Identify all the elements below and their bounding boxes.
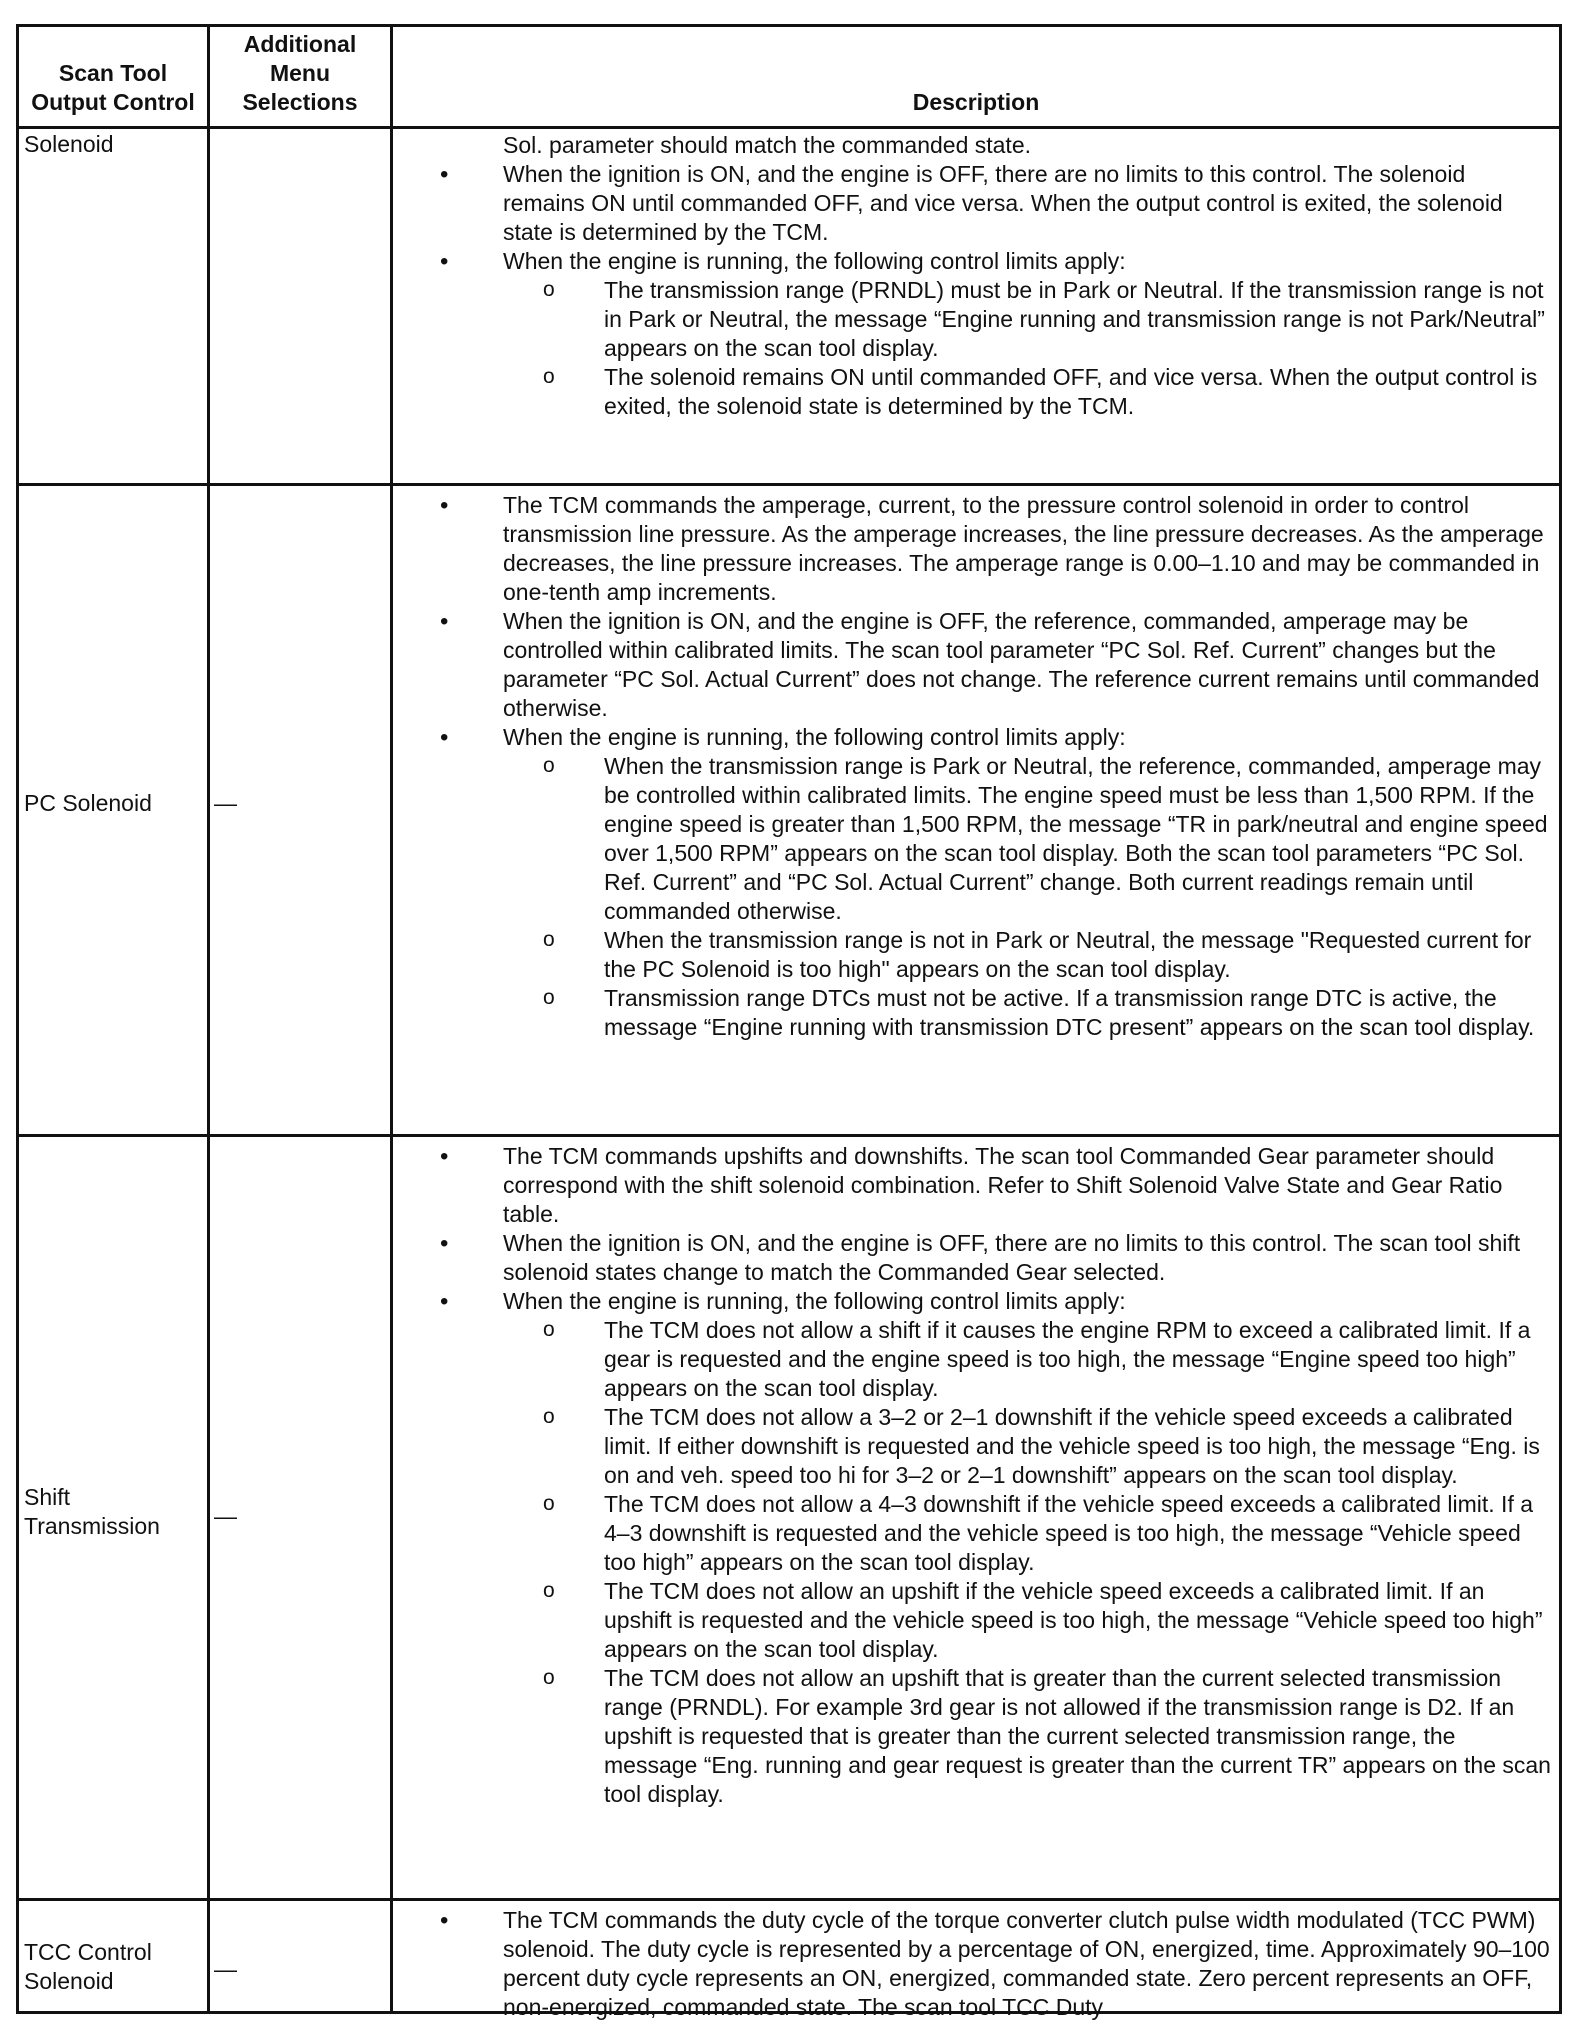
- header-divider: [19, 126, 1559, 129]
- row-pc-solenoid-description: [401, 491, 1553, 1042]
- header-description: Description: [912, 89, 1040, 115]
- row-shift-transmission-menu: —: [214, 1503, 237, 1529]
- bullet-item: • The TCM commands the amperage, current, to the pressure control solenoid in order to control transmission line pressure. As the amperage increases, the line pressure decreases. As the amperage decreases, the line pressure increases. The amperage range is 0.00–1.10 and may be commanded in one-tenth amp increments.: [401, 491, 1553, 607]
- row-divider-3: [19, 1898, 1559, 1901]
- sub-bullet-item: o The TCM does not allow a shift if it causes the engine RPM to exceed a calibrated limit. If a gear is requested and the engine speed is too high, the message “Engine speed too high” appears on the scan tool display.: [401, 1316, 1553, 1403]
- sub-bullet-item: o When the transmission range is Park or Neutral, the reference, commanded, amperage may be controlled within calibrated limits. The engine speed must be less than 1,500 RPM. If the engine speed is greater than 1,500 RPM, the message “TR in park/neutral and engine speed over 1,500 RPM” appears on the scan tool display. Both the scan tool parameters “PC Sol. Ref. Current” and “PC Sol. Actual Current” change. Both current readings remain until commanded otherwise.: [401, 752, 1553, 926]
- sub-bullet-item: o The solenoid remains ON until commanded OFF, and vice versa. When the output control is exited, the solenoid state is determined by the TCM.: [401, 363, 1553, 421]
- bullet-item: • When the ignition is ON, and the engine is OFF, there are no limits to this control. The solenoid remains ON until commanded OFF, and vice versa. When the output control is exited, the solenoid state is determined by the TCM.: [401, 160, 1553, 247]
- sub-bullet-item: o The TCM does not allow a 4–3 downshift if the vehicle speed exceeds a calibrated limit. If a 4–3 downshift is requested and the vehicle speed is too high, the message “Vehicle speed too high” appears on the scan tool display.: [401, 1490, 1553, 1577]
- bullet-item: • When the ignition is ON, and the engine is OFF, there are no limits to this control. The scan tool shift solenoid states change to match the Commanded Gear selected.: [401, 1229, 1553, 1287]
- header-additional-menu-selections: Additional Menu Selections: [242, 31, 358, 115]
- row-pc-solenoid-control: PC Solenoid: [24, 790, 152, 816]
- bullet-item: • When the engine is running, the following control limits apply:: [401, 1287, 1553, 1316]
- row-shift-transmission-description: [401, 1142, 1553, 1809]
- scan-tool-output-control-table: [16, 24, 1562, 2020]
- description-line: Sol. parameter should match the commanded state.: [503, 132, 1032, 158]
- sub-bullet-item: o Transmission range DTCs must not be active. If a transmission range DTC is active, the message “Engine running with transmission DTC present” appears on the scan tool display.: [401, 984, 1553, 1042]
- header-scan-tool-output-control: Scan Tool Output Control: [31, 60, 195, 115]
- row-tcc-control-solenoid-menu: —: [214, 1956, 237, 1982]
- row-solenoid-description: [401, 131, 1553, 421]
- row-divider-1: [19, 483, 1559, 486]
- row-divider-2: [19, 1134, 1559, 1137]
- sub-bullet-item: o The TCM does not allow a 3–2 or 2–1 downshift if the vehicle speed exceeds a calibrated limit. If either downshift is requested and the vehicle speed is too high, the message “Eng. is on and veh. speed too hi for 3–2 or 2–1 downshift” appears on the scan tool display.: [401, 1403, 1553, 1490]
- row-pc-solenoid-menu: —: [214, 790, 237, 816]
- column-divider-1: [207, 27, 210, 2011]
- sub-bullet-item: o The transmission range (PRNDL) must be in Park or Neutral. If the transmission range is not in Park or Neutral, the message “Engine running and transmission range is not Park/Neutral” appears on the scan tool display.: [401, 276, 1553, 363]
- row-tcc-control-solenoid-description: [401, 1906, 1553, 2022]
- row-tcc-control-solenoid-control: TCC Control Solenoid: [24, 1939, 152, 1994]
- bullet-item: • When the ignition is ON, and the engine is OFF, the reference, commanded, amperage may be controlled within calibrated limits. The scan tool parameter “PC Sol. Ref. Current” changes but the parameter “PC Sol. Actual Current” does not change. The reference current remains until commanded otherwise.: [401, 607, 1553, 723]
- bullet-item: • The TCM commands upshifts and downshifts. The scan tool Commanded Gear parameter should correspond with the shift solenoid combination. Refer to Shift Solenoid Valve State and Gear Ratio table.: [401, 1142, 1553, 1229]
- row-solenoid-control: Solenoid: [24, 131, 114, 157]
- row-shift-transmission-control: Shift Transmission: [24, 1484, 160, 1539]
- column-divider-2: [390, 27, 393, 2011]
- sub-bullet-item: o The TCM does not allow an upshift that is greater than the current selected transmission range (PRNDL). For example 3rd gear is not allowed if the transmission range is D2. If an upshift is requested that is greater than the current selected transmission range, the message “Eng. running and gear request is greater than the current TR” appears on the scan tool display.: [401, 1664, 1553, 1809]
- sub-bullet-item: o When the transmission range is not in Park or Neutral, the message "Requested current for the PC Solenoid is too high" appears on the scan tool display.: [401, 926, 1553, 984]
- bullet-item: • The TCM commands the duty cycle of the torque converter clutch pulse width modulated (TCC PWM) solenoid. The duty cycle is represented by a percentage of ON, energized, time. Approximately 90–100 percent duty cycle represents an ON, energized, commanded state. Zero percent represents an OFF, non-energized, commanded state. The scan tool TCC Duty: [401, 1906, 1553, 2022]
- bullet-item: • When the engine is running, the following control limits apply:: [401, 247, 1553, 276]
- bullet-item: • When the engine is running, the following control limits apply:: [401, 723, 1553, 752]
- sub-bullet-item: o The TCM does not allow an upshift if the vehicle speed exceeds a calibrated limit. If an upshift is requested and the vehicle speed is too high, the message “Vehicle speed too high” appears on the scan tool display.: [401, 1577, 1553, 1664]
